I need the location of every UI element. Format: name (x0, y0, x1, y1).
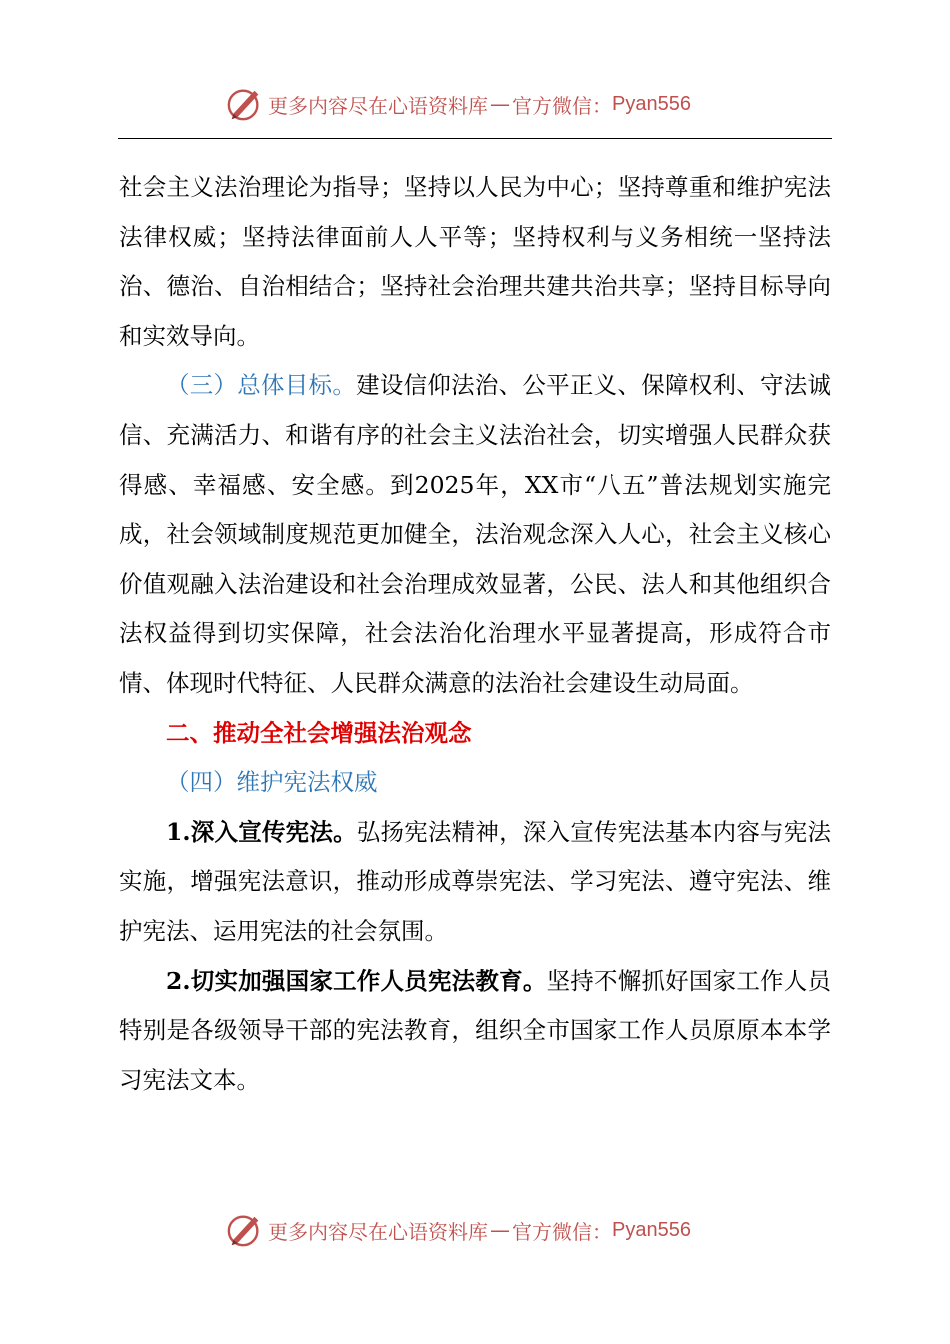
item-2-text: 坚持不懈抓好国家工作人员特别是各级领导干部的宪法教育，组织全市国家工作人员原原本本学习宪法文本。 (119, 966, 831, 1094)
paragraph-overall-goal (119, 361, 831, 708)
header-site-name: 更多内容尽在心语资料库 (268, 93, 488, 118)
header-banner (226, 84, 691, 124)
header-wechat-label: 官方微信： (512, 93, 612, 118)
item-2-heading: 2.切实加强国家工作人员宪法教育。 (166, 966, 547, 995)
item-1-text: 弘扬宪法精神，深入宣传宪法基本内容与宪法实施，增强宪法意识，推动形成尊崇宪法、学习宪法、遵守宪法、维护宪法、运用宪法的社会氛围。 (119, 817, 831, 945)
header-account: Pyan556 (612, 92, 691, 115)
subheading-overall-goal: （三）总体目标。 (166, 371, 357, 400)
item-1-heading: 1.深入宣传宪法。 (166, 817, 357, 846)
document-body (119, 163, 831, 1105)
subheading-4: （四）维护宪法权威 (166, 768, 378, 797)
footer-account: Pyan556 (612, 1218, 691, 1241)
pen-logo-icon (226, 1211, 264, 1249)
footer-dash: — (490, 1218, 510, 1242)
item-2 (119, 957, 831, 1106)
header-rule (118, 138, 832, 139)
pen-logo-icon (226, 85, 264, 123)
paragraph-principles: 社会主义法治理论为指导；坚持以人民为中心；坚持尊重和维护宪法法律权威；坚持法律面前人人平等；坚持权利与义务相统一坚持法治、德治、自治相结合；坚持社会治理共建共治共享；坚持目标导向和实效导向。 (119, 173, 831, 350)
footer-wechat-label: 官方微信： (512, 1219, 612, 1244)
paragraph-overall-goal-text: 建设信仰法治、公平正义、保障权利、守法诚信、充满活力、和谐有序的社会主义法治社会，切实增强人民群众获得感、幸福感、安全感。到2025年，XX市“八五”普法规划实施完成，社会领域制度规范更加健全，法治观念深入人心，社会主义核心价值观融入法治建设和社会治理成效显著，公民、法人和其他组织合法权益得到切实保障，社会法治化治理水平显著提高，形成符合市情、体现时代特征、人民群众满意的法治社会建设生动局面。 (119, 371, 832, 697)
item-1 (119, 808, 831, 957)
header-dash: — (490, 92, 510, 116)
footer-site-name: 更多内容尽在心语资料库 (268, 1219, 488, 1244)
footer-banner (226, 1210, 691, 1250)
section-heading-2: 二、推动全社会增强法治观念 (166, 718, 472, 747)
